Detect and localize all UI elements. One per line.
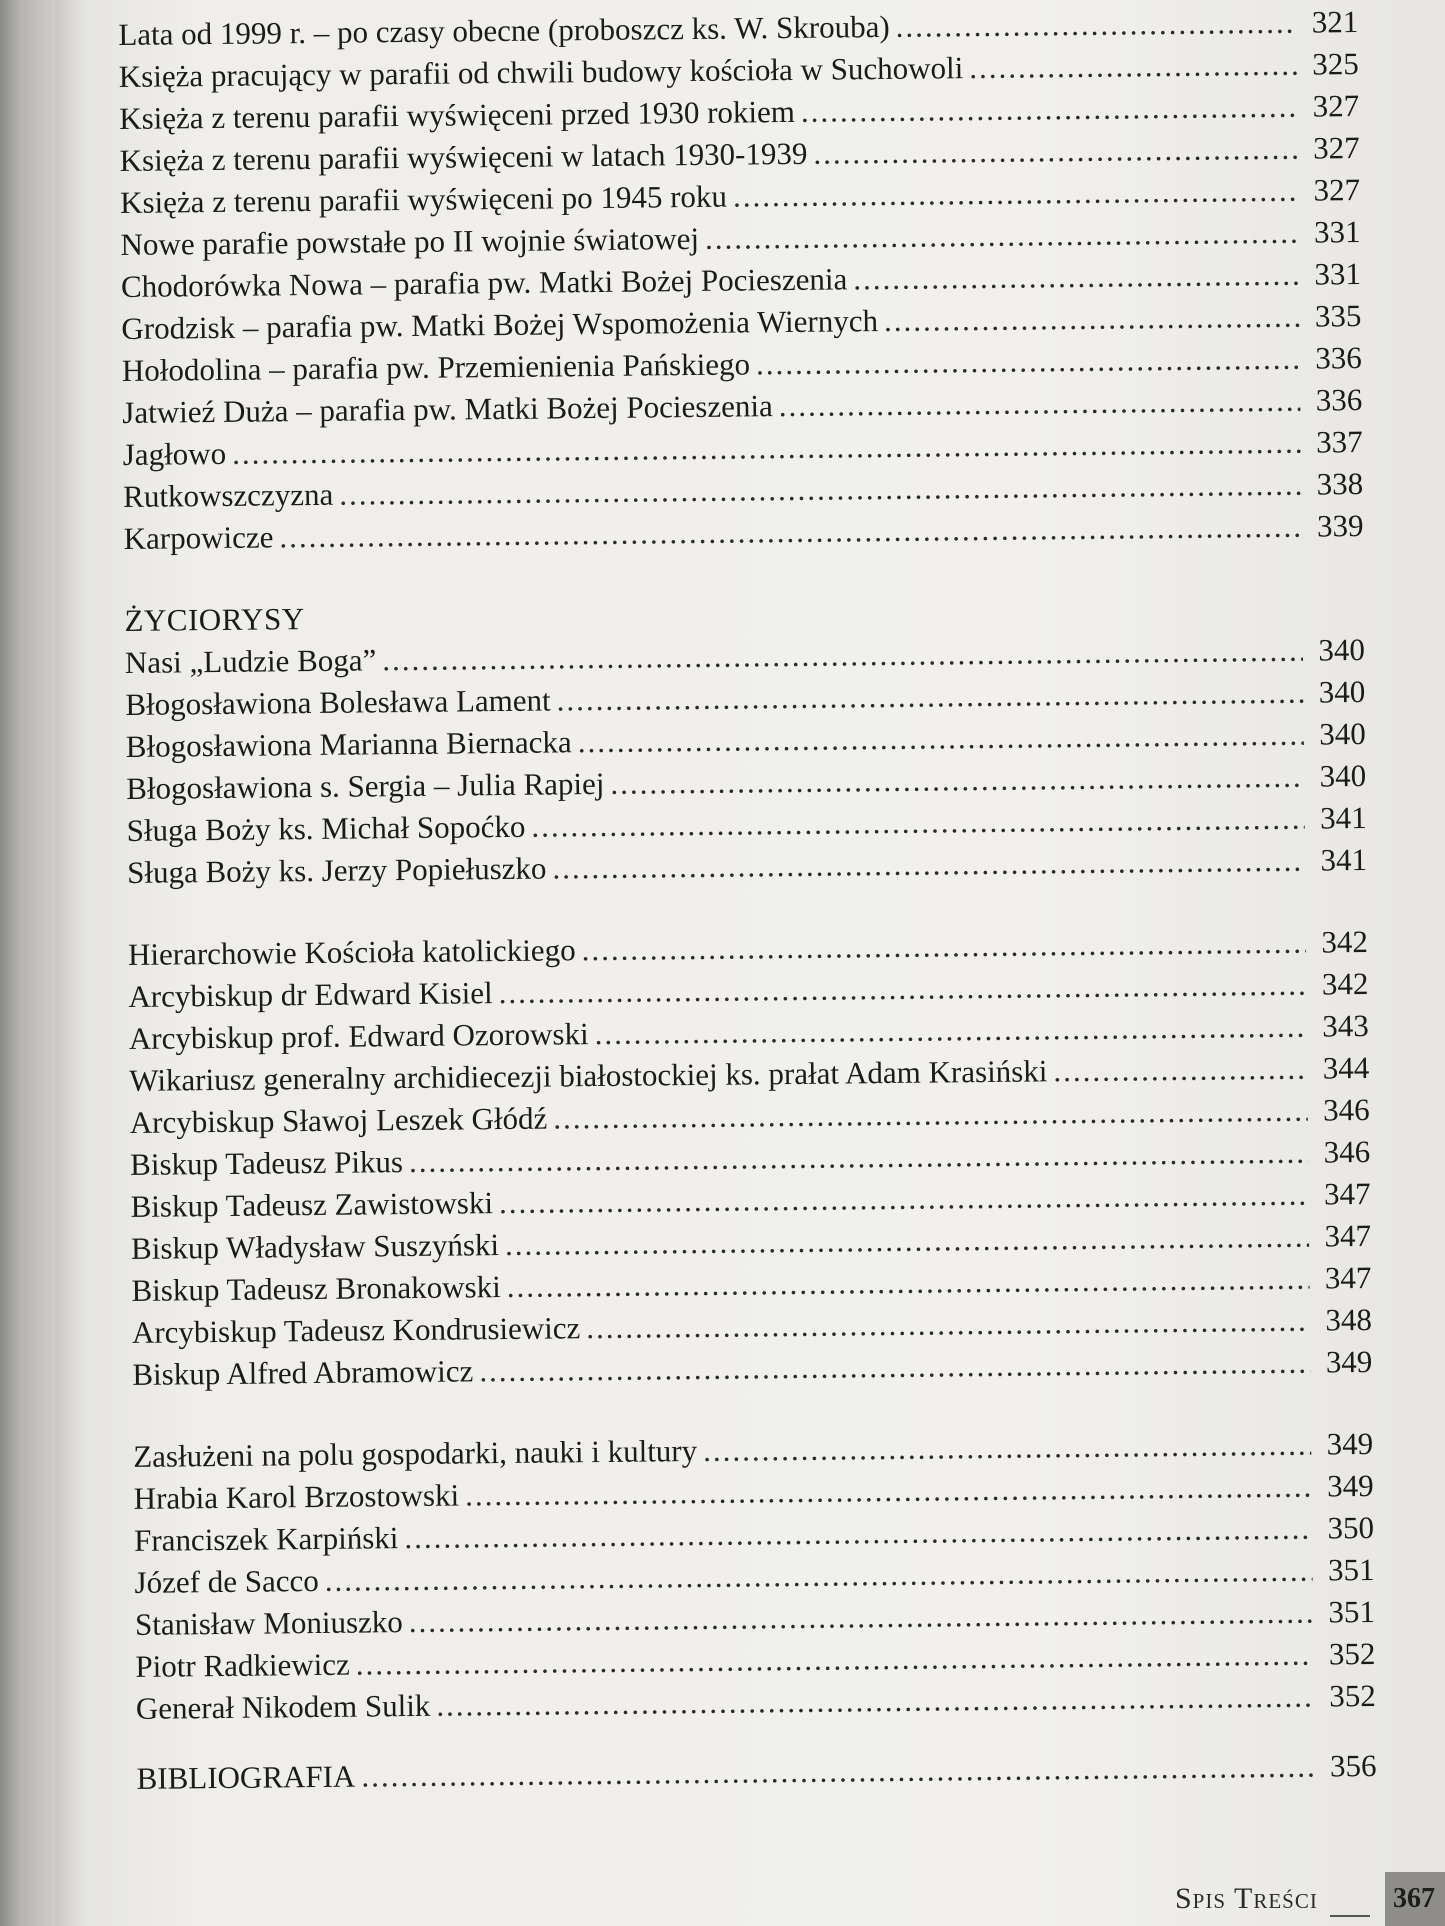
toc-entry-page: 340 — [1319, 757, 1367, 794]
toc-entry-page: 346 — [1323, 1091, 1370, 1128]
toc-entry-title: Hierarchowie Kościoła katolickiego — [127, 932, 576, 972]
toc-entry-title: Arcybiskup Sławoj Leszek Głódź — [129, 1100, 548, 1140]
toc-entry-title: Księża z terenu parafii wyświęceni w latach 1930-1939 — [119, 135, 808, 178]
toc-entry-page: 336 — [1315, 381, 1363, 418]
toc-entry-title: Chodorówka Nowa – parafia pw. Matki Bożej Pocieszenia — [120, 261, 848, 304]
toc-entry-page: 349 — [1326, 1425, 1374, 1462]
book-gutter — [0, 0, 55, 1926]
toc-entry-page: 351 — [1327, 1551, 1375, 1588]
toc-entry-page: 352 — [1329, 1677, 1377, 1714]
toc-entry-page: 339 — [1316, 507, 1364, 544]
toc-entry-page: 341 — [1319, 799, 1367, 836]
toc-entry-title: Księża z terenu parafii wyświęceni przed 1930 rokiem — [119, 93, 796, 136]
toc-entry-page: 349 — [1325, 1343, 1373, 1380]
dot-leader — [801, 86, 1298, 133]
toc-entry-page: 352 — [1328, 1635, 1376, 1672]
toc-entry-title: Zasłużeni na polu gospodarki, nauki i kultury — [133, 1433, 698, 1474]
dot-leader — [756, 338, 1300, 386]
toc-entry-title: Rutkowszczyzna — [123, 476, 334, 514]
toc-entry-page: 342 — [1321, 965, 1369, 1002]
toc-entry-title: Sługa Boży ks. Michał Sopoćko — [126, 808, 526, 848]
toc-entry-title: Stanisław Moniuszko — [134, 1604, 403, 1642]
toc-entry-page: 338 — [1316, 465, 1364, 502]
toc-section-bibliography — [136, 1717, 1377, 1800]
toc-entry-page: 340 — [1318, 631, 1366, 668]
dot-leader — [703, 1424, 1311, 1472]
toc-entry-page: 347 — [1323, 1175, 1371, 1212]
dot-leader — [733, 170, 1299, 218]
toc-entry-page: 347 — [1324, 1217, 1372, 1254]
toc-entry-title: Błogosławiona Bolesława Lament — [125, 682, 551, 722]
toc-entry-title: Jatwieź Duża – parafia pw. Matki Bożej Pocieszenia — [122, 388, 773, 430]
dot-leader — [813, 128, 1298, 175]
toc-entry-title: Biskup Alfred Abramowicz — [132, 1353, 474, 1392]
toc-entry-page: 347 — [1324, 1259, 1372, 1296]
toc-entry-title: Biskup Tadeusz Bronakowski — [131, 1269, 501, 1308]
toc-entry-title: Franciszek Karpiński — [133, 1520, 399, 1558]
toc-entry-page: 336 — [1315, 339, 1362, 376]
toc-entry-page: 331 — [1314, 256, 1362, 292]
toc-entry-page: 321 — [1311, 4, 1359, 40]
toc-entry-title: Arcybiskup dr Edward Kisiel — [128, 975, 493, 1014]
toc-entry-title: Grodzisk – parafia pw. Matki Bożej Wspomożenia Wiernych — [121, 303, 879, 346]
toc-entry-title: Jagłowo — [122, 435, 227, 472]
dot-leader — [610, 756, 1304, 805]
toc-entry-title: Nasi „Ludzie Boga” — [124, 642, 377, 680]
toc-entry-title: Karpowicze — [123, 519, 274, 556]
toc-section-notables — [133, 1383, 1376, 1730]
toc-entry-title: Piotr Radkiewicz — [135, 1646, 350, 1684]
running-footer-title: Spis Treści — [1175, 1882, 1318, 1915]
toc-entry-title: Księża z terenu parafii wyświęceni po 1945 roku — [119, 178, 728, 220]
toc-entry-title: Generał Nikodem Sulik — [135, 1687, 431, 1726]
toc-entry-title: Arcybiskup prof. Edward Ozorowski — [128, 1016, 589, 1056]
toc-entry-page: 351 — [1328, 1593, 1376, 1630]
toc-entry-page: 356 — [1329, 1747, 1377, 1784]
toc-entry-title: Księża pracujący w parafii od chwili budowy kościoła w Suchowoli — [118, 50, 964, 94]
toc-entry-title: Biskup Tadeusz Zawistowski — [130, 1185, 494, 1224]
dot-leader — [779, 380, 1301, 427]
toc-entry-title: BIBLIOGRAFIA — [136, 1758, 356, 1796]
toc-entry-title: Hrabia Karol Brzostowski — [133, 1477, 460, 1516]
toc-entry-page: 343 — [1322, 1007, 1369, 1044]
toc-entry-title: Błogosławiona s. Sergia – Julia Rapiej — [126, 765, 605, 806]
toc-entry-page: 327 — [1312, 130, 1360, 166]
toc-entry-page: 335 — [1314, 297, 1362, 334]
toc-entry-title: Hołodolina – parafia pw. Przemienienia Pańskiego — [121, 346, 751, 388]
toc-entry-title: Sługa Boży ks. Jerzy Popiełuszko — [126, 850, 547, 890]
toc-entry-page: 341 — [1320, 841, 1368, 878]
toc-entry-title: Wikariusz generalny archidiecezji białostockiej ks. prałat Adam Krasiński — [129, 1053, 1048, 1098]
toc-entry-page: 344 — [1322, 1049, 1370, 1086]
dot-leader — [969, 44, 1297, 89]
footer-rule — [1330, 1915, 1370, 1917]
toc-entry-page: 348 — [1325, 1301, 1373, 1338]
dot-leader — [552, 840, 1305, 890]
dot-leader — [594, 1006, 1307, 1055]
toc-entry-page: 327 — [1312, 88, 1360, 124]
dot-leader — [853, 254, 1299, 301]
toc-section-heading: ŻYCIORYSY — [124, 601, 305, 638]
toc-entry-page: 349 — [1326, 1467, 1374, 1504]
toc-entry-title: Biskup Władysław Suszyński — [130, 1227, 500, 1266]
dot-leader — [479, 1342, 1310, 1393]
dot-leader — [895, 2, 1296, 48]
toc-entry-page: 340 — [1319, 715, 1366, 752]
dot-leader — [1053, 1048, 1307, 1093]
toc-entry-title: Lata od 1999 r. – po czasy obecne (proboszcz ks. W. Skrouba) — [118, 8, 890, 52]
dot-leader — [884, 296, 1300, 342]
toc-section-parishes — [118, 0, 1364, 560]
toc-entry-page: 340 — [1318, 673, 1366, 710]
toc-entry-title: Nowe parafie powstałe po II wojnie światowej — [120, 220, 700, 262]
dot-leader — [705, 212, 1299, 260]
toc-entry-page: 342 — [1321, 923, 1369, 960]
toc-entry-page: 346 — [1323, 1133, 1371, 1170]
toc-entry-title: Józef de Sacco — [134, 1562, 319, 1600]
toc-entry-page: 327 — [1313, 172, 1361, 208]
toc-entry-page: 331 — [1313, 214, 1361, 250]
toc-section-biographies — [124, 547, 1367, 894]
page-number: 367 — [1385, 1872, 1445, 1926]
toc-entry-title: Błogosławiona Marianna Biernacka — [125, 724, 572, 764]
toc-entry-title: Arcybiskup Tadeusz Kondrusiewicz — [131, 1310, 581, 1350]
toc-section-hierarchs — [127, 881, 1372, 1396]
toc-entry-page: 325 — [1312, 46, 1359, 82]
toc-entry-page: 350 — [1327, 1509, 1375, 1546]
toc-entry-title: Biskup Tadeusz Pikus — [130, 1144, 404, 1182]
toc-entry-page: 337 — [1316, 423, 1363, 460]
table-of-contents — [118, 0, 1377, 1800]
